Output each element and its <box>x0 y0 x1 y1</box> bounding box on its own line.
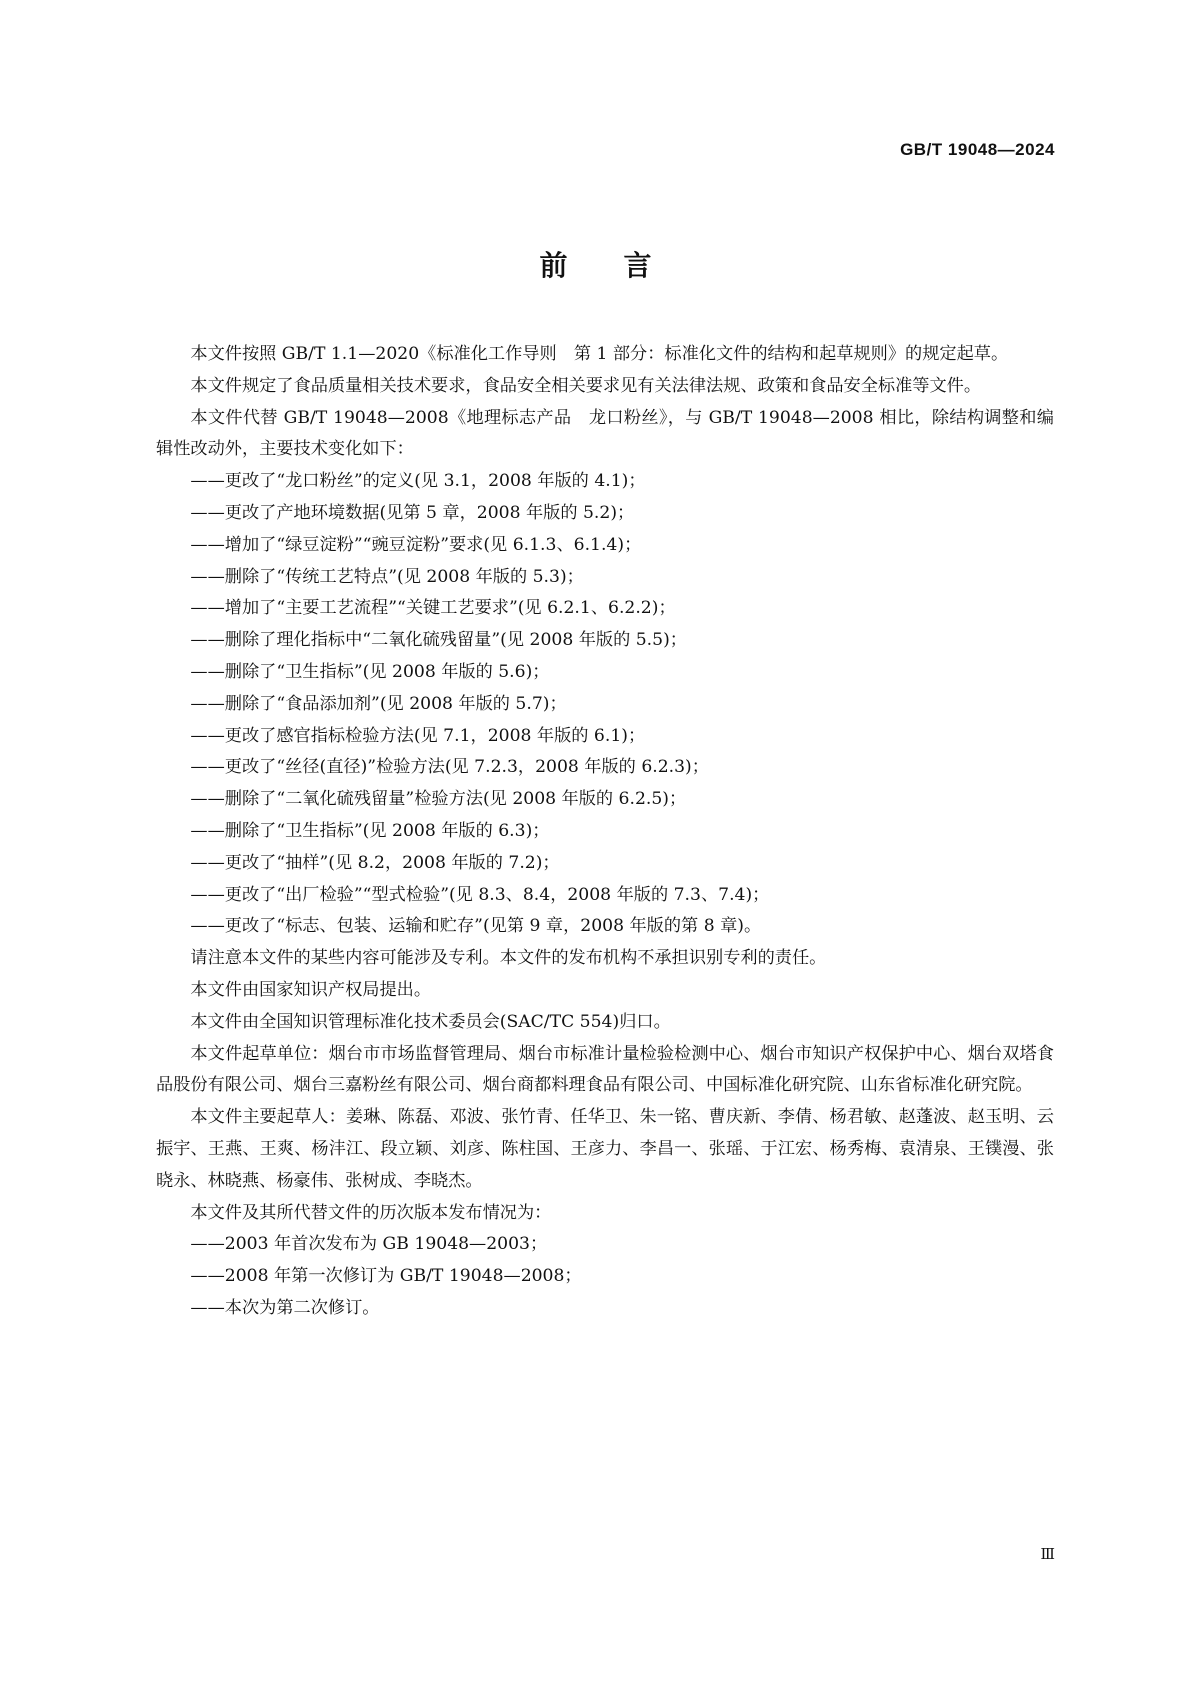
paragraph-proposer: 本文件由国家知识产权局提出。 <box>190 979 432 1000</box>
paragraph-scope: 本文件规定了食品质量相关技术要求，食品安全相关要求见有关法律法规、政策和食品安全标准等文件。 <box>190 375 982 396</box>
paragraph-replacement: 本文件代替 GB/T 19048—2008《地理标志产品 龙口粉丝》，与 GB/T 19048—2008 相比，除结构调整和编辑性改动外，主要技术变化如下： <box>156 407 1054 460</box>
list-item: ——更改了“龙口粉丝”的定义(见 3.1，2008 年版的 4.1)； <box>190 471 646 492</box>
list-item: ——删除了“食品添加剂”(见 2008 年版的 5.7)； <box>190 693 567 714</box>
list-item: ——更改了“抽样”(见 8.2，2008 年版的 7.2)； <box>190 852 560 873</box>
page-title-char-2: 言 <box>623 249 652 282</box>
list-item: ——更改了产地环境数据(见第 5 章，2008 年版的 5.2)； <box>190 502 635 523</box>
list-item: ——删除了“传统工艺特点”(见 2008 年版的 5.3)； <box>190 566 584 587</box>
list-item: ——更改了“丝径(直径)”检验方法(见 7.2.3，2008 年版的 6.2.3)； <box>190 757 709 778</box>
page-title-char-1: 前 <box>539 249 568 282</box>
list-item: ——删除了“二氧化硫残留量”检验方法(见 2008 年版的 6.2.5)； <box>190 789 687 810</box>
paragraph-drafters: 本文件主要起草人：姜琳、陈磊、邓波、张竹青、任华卫、朱一铭、曹庆新、李倩、杨君敏、赵蓬波、赵玉明、云振宇、王燕、王爽、杨沣江、段立颖、刘彦、陈柱国、王彦力、李昌一、张瑶、于江宏、杨秀梅、袁清泉、王镤漫、张晓永、林晓燕、杨豪伟、张树成、李晓杰。 <box>156 1107 1054 1191</box>
list-item: ——更改了感官指标检验方法(见 7.1，2008 年版的 6.1)； <box>190 725 646 746</box>
document-body <box>156 339 1054 1325</box>
changes-list <box>156 466 1054 943</box>
list-item: ——更改了“出厂检验”“型式检验”(见 8.3、8.4，2008 年版的 7.3、7.4)； <box>190 884 770 905</box>
list-item: ——删除了理化指标中“二氧化硫残留量”(见 2008 年版的 5.5)； <box>190 630 687 651</box>
standard-code: GB/T 19048—2024 <box>900 140 1055 159</box>
list-item: ——增加了“主要工艺流程”“关键工艺要求”(见 6.2.1、6.2.2)； <box>190 598 676 619</box>
list-item: ——2003 年首次发布为 GB 19048—2003； <box>190 1234 548 1255</box>
page-title <box>0 244 1191 284</box>
list-item: ——删除了“卫生指标”(见 2008 年版的 6.3)； <box>190 820 550 841</box>
paragraph-drafting-units: 本文件起草单位：烟台市市场监督管理局、烟台市标准计量检验检测中心、烟台市知识产权保护中心、烟台双塔食品股份有限公司、烟台三嘉粉丝有限公司、烟台商都料理食品有限公司、中国标准化研究院、山东省标准化研究院。 <box>156 1043 1054 1096</box>
list-item: ——更改了“标志、包装、运输和贮存”(见第 9 章，2008 年版的第 8 章)。 <box>190 916 762 937</box>
list-item: ——增加了“绿豆淀粉”“豌豆淀粉”要求(见 6.1.3、6.1.4)； <box>190 534 642 555</box>
paragraph-history-intro: 本文件及其所代替文件的历次版本发布情况为： <box>190 1202 552 1223</box>
page-number: Ⅲ <box>1040 1545 1055 1563</box>
paragraph-drafting-rules: 本文件按照 GB/T 1.1—2020《标准化工作导则 第 1 部分：标准化文件的结构和起草规则》的规定起草。 <box>190 344 1009 364</box>
history-list <box>156 1229 1054 1324</box>
list-item: ——删除了“卫生指标”(见 2008 年版的 5.6)； <box>190 661 550 682</box>
paragraph-administrator: 本文件由全国知识管理标准化技术委员会(SAC/TC 554)归口。 <box>190 1011 671 1032</box>
list-item: ——2008 年第一次修订为 GB/T 19048—2008； <box>190 1266 582 1287</box>
list-item: ——本次为第二次修订。 <box>190 1297 380 1318</box>
paragraph-patent-notice: 请注意本文件的某些内容可能涉及专利。本文件的发布机构不承担识别专利的责任。 <box>190 948 827 969</box>
